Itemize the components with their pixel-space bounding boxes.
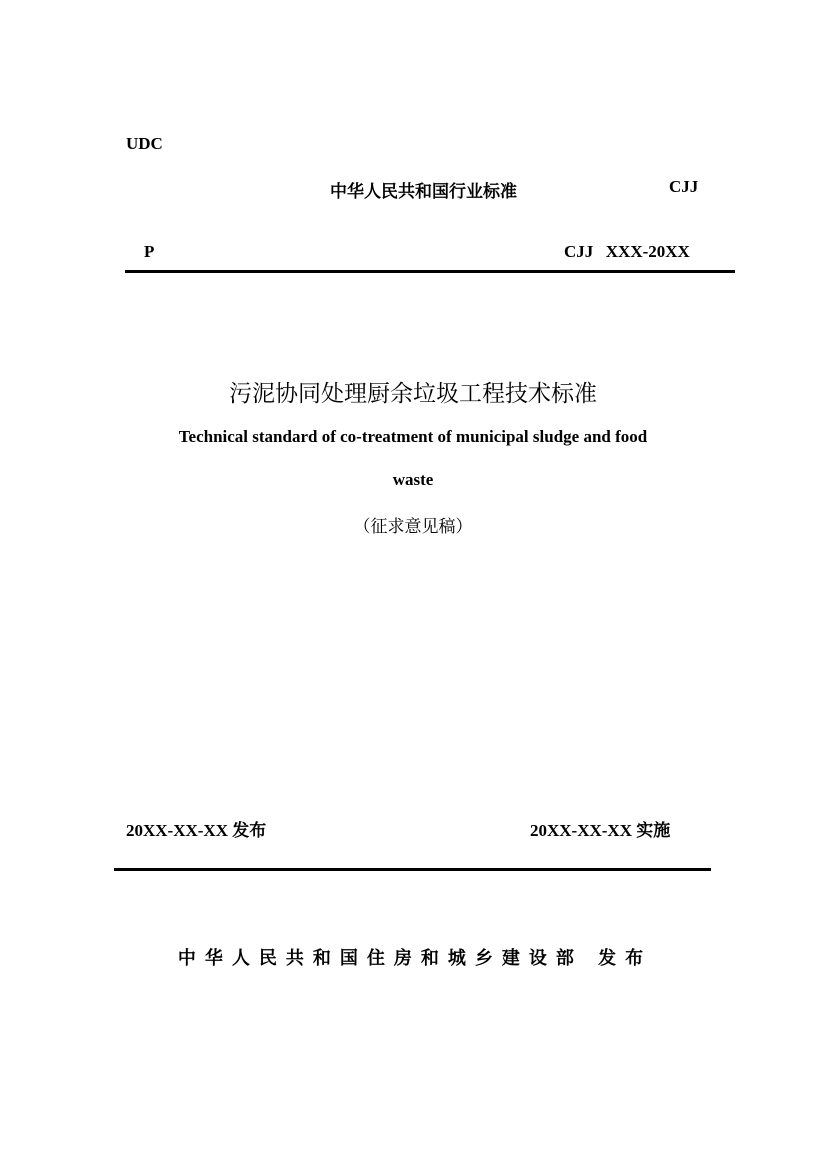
udc-label: UDC: [126, 134, 163, 153]
standard-number: CJJ XXX-20XX: [564, 242, 690, 261]
series-code: CJJ: [669, 177, 699, 196]
document-title-chinese: 污泥协同处理厨余垃圾工程技术标准: [229, 381, 597, 407]
classification-code: P: [144, 242, 155, 261]
document-title-english-line1: Technical standard of co-treatment of municipal sludge and food: [178, 427, 648, 446]
bottom-divider: [114, 868, 711, 871]
top-divider: [125, 270, 735, 273]
publisher-line: 中华人民共和国住房和城乡建设部 发布: [177, 948, 653, 969]
industry-standard-heading: 中华人民共和国行业标准: [330, 182, 517, 202]
release-date: 20XX-XX-XX 发布: [126, 821, 267, 840]
effective-date: 20XX-XX-XX 实施: [530, 821, 671, 840]
document-title-english-line2: waste: [392, 470, 434, 489]
draft-status-note: （征求意见稿）: [353, 517, 473, 537]
